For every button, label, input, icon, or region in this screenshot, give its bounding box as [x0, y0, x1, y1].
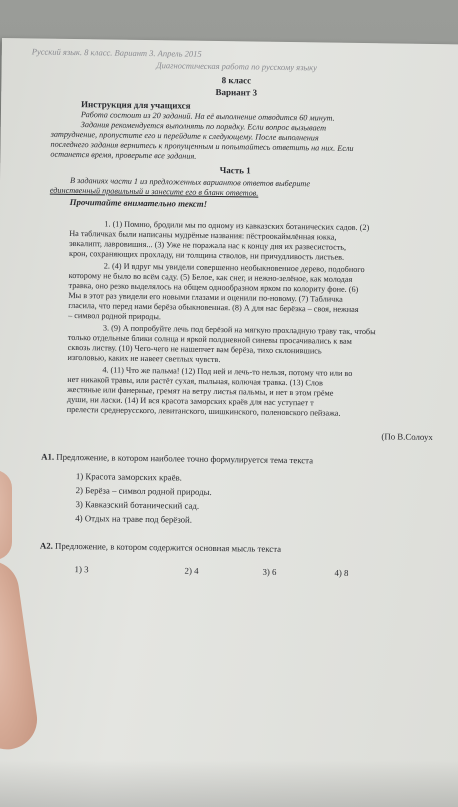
- a2-option-3: 3) 6: [262, 566, 277, 577]
- passage-line-8: Мы в этот раз увидели его новыми глазами и оценили по-новому. (7) Табличка: [68, 290, 343, 304]
- passage-line-11: 3. (9) А попробуйте лечь под берёзой на мягкую прохладную траву так, чтобы: [102, 323, 376, 337]
- question-a1-number: А1.: [41, 451, 55, 462]
- question-a1: [41, 452, 313, 466]
- part1-line-2: единственный правильный и занесите его в бланк ответов.: [49, 185, 259, 198]
- bottom-shadow: [0, 760, 458, 807]
- instruction-line-3: затруднение, пропустите его и перейдите к следующему. После выполнения: [50, 129, 319, 143]
- passage-line-1: 1. (1) Помню, бродили мы по одному из кавказских ботанических садов. (2): [104, 219, 370, 233]
- passage-line-5: 2. (4) И вдруг мы увидели совершенно необыкновенное дерево, подобного: [103, 261, 365, 275]
- passage-line-16: нет никакой травы, или растёт сухая, пыльная, колючая травка. (13) Слов: [67, 374, 323, 388]
- passage-line-14: изголовью, каких не навеет светлых чувств.: [67, 352, 221, 365]
- instruction-line-1: Работа состоит из 20 заданий. На её выполнение отводится 60 минут.: [80, 110, 335, 123]
- passage-line-15: 4. (11) Что же пальма! (12) Под ней и лечь-то нельзя, потому что или во: [102, 365, 353, 378]
- question-a2: [40, 541, 281, 554]
- a2-option-4: 4) 8: [334, 567, 349, 578]
- grade-label: 8 класс: [221, 75, 252, 86]
- a1-option-4: 4) Отдых на траве под берёзой.: [75, 513, 193, 525]
- passage-line-17: жестяные или фанерные, гремят на ветру листья пальмы, и нет в этом грёме: [67, 384, 334, 398]
- passage-line-18: души, ни ласки. (14) И вся красота заморских краёв для нас уступает т: [66, 394, 314, 408]
- question-a1-text: Предложение, в котором наиболее точно формулируется тема текста: [56, 451, 314, 466]
- instruction-title: Инструкция для учащихся: [81, 99, 191, 111]
- passage-line-2: На табличках были написаны мудрёные названия: пёстроокаймлённая юкка,: [69, 228, 337, 242]
- a1-option-3: 3) Кавказский ботанический сад.: [75, 499, 200, 511]
- part1-title: Часть 1: [219, 165, 251, 176]
- a2-option-2: 2) 4: [184, 565, 199, 576]
- passage-line-10: – символ родной природы.: [68, 310, 161, 322]
- instruction-line-2: Задания рекомендуется выполнять по порядку. Если вопрос вызывает: [80, 120, 327, 133]
- part1-line-1: В заданиях части 1 из предложенных вариантов ответов выберите: [69, 175, 311, 189]
- passage-line-3: эвкалипт, лавровишня... (3) Уже не поражала нас к концу дня их развесистость,: [69, 238, 347, 252]
- question-a2-text: Предложение, в котором содержится основная мысль текста: [55, 540, 282, 554]
- passage-line-13: сквозь листву. (10) Чего-чего не нашепчет вам берёза, тихо склонившись: [67, 342, 322, 356]
- question-a2-number: А2.: [39, 540, 53, 551]
- passage-line-12: только отдельные блики солнца и яркой полдневной синевы просачивались к вам: [67, 332, 352, 346]
- passage-line-6: которому не было во всём саду. (5) Белое, как снег, и нежно-зелёное, как молодая: [68, 270, 353, 284]
- read-prompt: Прочитайте внимательно текст!: [69, 196, 208, 209]
- passage-line-19: прелести среднерусского, левитанского, шишкинского, поленовского пейзажа.: [66, 404, 341, 418]
- instruction-line-5: останется время, проверьте все задания.: [50, 149, 197, 161]
- passage-line-4: крон, сохраняющих прохладу, ни толщина стволов, ни причудливость листьев.: [68, 248, 345, 262]
- worksheet-title: Диагностическая работа по русскому языку: [156, 60, 318, 73]
- passage-author: (По В.Солоух: [381, 431, 433, 443]
- passage-line-7: травка, оно резко выделялось на общем однообразном ярком по колориту фоне. (6): [68, 280, 359, 294]
- a2-option-1: 1) 3: [74, 564, 89, 575]
- a1-option-2: 2) Берёза – символ родной природы.: [75, 485, 212, 497]
- a1-option-1: 1) Красота заморских краёв.: [75, 471, 182, 483]
- passage-line-9: гласила, что перед нами берёза обыкновенная. (8) А для нас берёзка – своя, нежная: [68, 300, 359, 315]
- finger-upper: [0, 470, 12, 560]
- variant-label: Вариант 3: [215, 86, 258, 98]
- instruction-line-4: последнего задания вернитесь к пропущенным и попытайтесь ответить на них. Если: [50, 139, 354, 153]
- header-top-line: Русский язык. 8 класс. Вариант 3. Апрель 2015: [31, 46, 202, 59]
- worksheet-page: [0, 38, 458, 807]
